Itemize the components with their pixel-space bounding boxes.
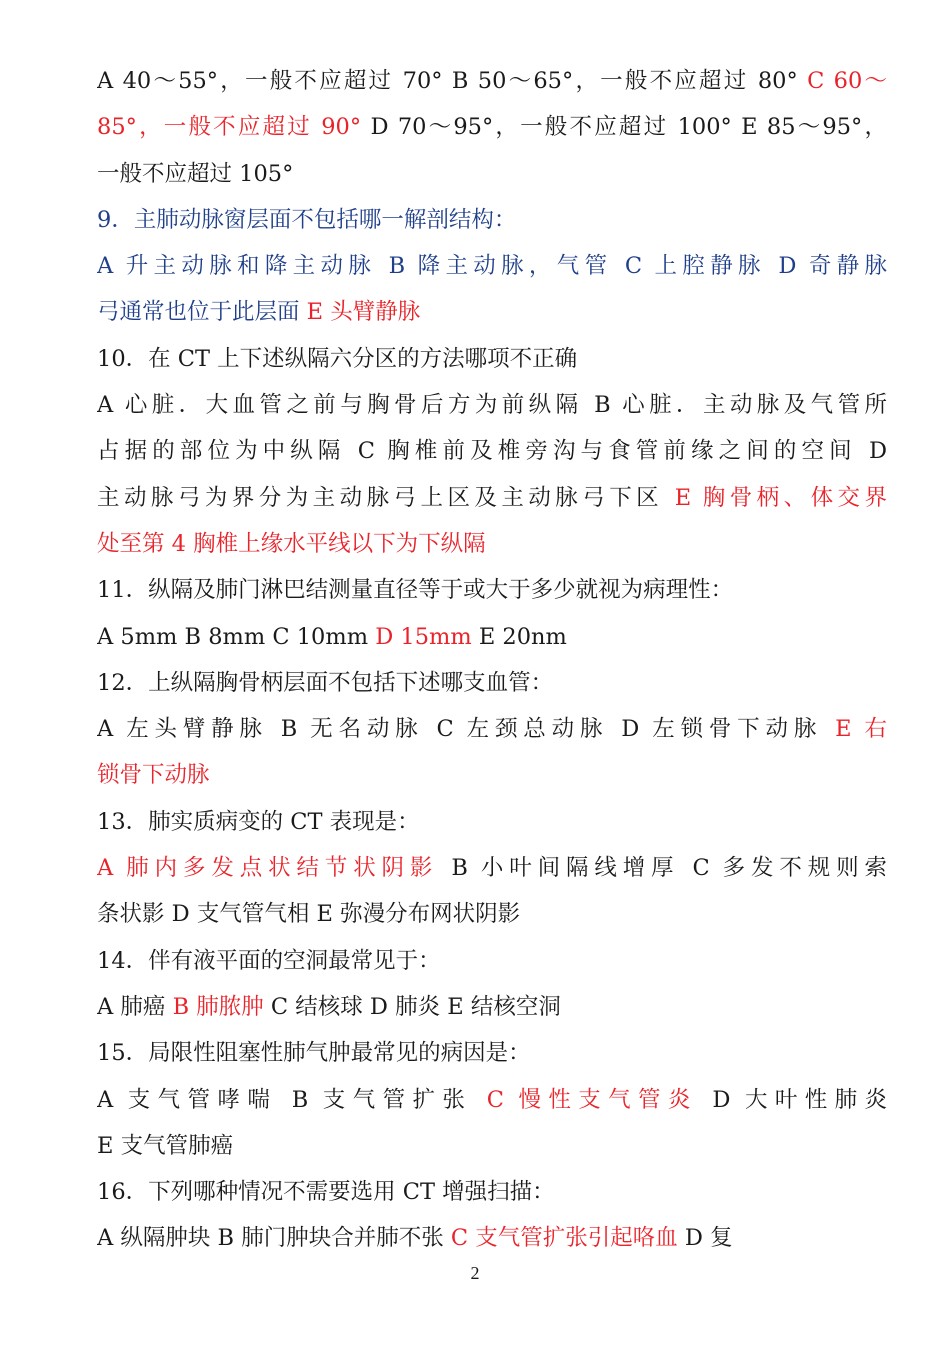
line-text: A 左头臂静脉 B 无名动脉 C 左颈总动脉 D 左锁骨下动脉 — [97, 716, 836, 743]
page-number: 2 — [470, 1263, 480, 1283]
answer-text: D 15mm — [375, 623, 472, 650]
text-line — [97, 1030, 887, 1076]
text-line — [97, 243, 887, 289]
line-text: 主动脉弓为界分为主动脉弓上区及主动脉弓下区 — [97, 484, 675, 511]
text-line — [97, 660, 887, 706]
answer-text: C 60～ — [807, 68, 887, 94]
line-text: A 纵隔肿块 B 肺门肿块合并肺不张 — [97, 1225, 451, 1252]
text-line — [97, 151, 887, 197]
line-text: 一般不应超过 105° — [97, 160, 294, 187]
text-line — [97, 706, 887, 752]
answer-text: A 肺内多发点状结节状阴影 — [97, 855, 439, 882]
question-text-blue: A 升主动脉和降主动脉 B 降主动脉，气管 C 上腔静脉 D 奇静脉 — [97, 253, 887, 280]
text-line — [97, 336, 887, 382]
text-line — [97, 1215, 887, 1261]
question-text-blue: 弓通常也位于此层面 — [97, 299, 307, 326]
line-text: 条状影 D 支气管气相 E 弥漫分布网状阴影 — [97, 901, 521, 928]
answer-text: E 头臂静脉 — [306, 299, 421, 326]
line-text: A 40～55°，一般不应超过 70° B 50～65°，一般不应超过 80° — [97, 68, 808, 94]
line-text: B 小叶间隔线增厚 C 多发不规则索 — [438, 855, 887, 882]
line-text: D 复 — [677, 1225, 733, 1252]
answer-text: E 胸骨柄、体交界 — [674, 484, 887, 511]
line-text: 15．局限性阻塞性肺气肿最常见的病因是： — [97, 1040, 531, 1067]
answer-text: B 肺脓肿 — [172, 993, 264, 1020]
answer-text: E 右 — [835, 716, 887, 743]
answer-text: C 慢性支气管炎 — [486, 1086, 698, 1113]
line-text: D 70～95°，一般不应超过 100° E 85～95°， — [361, 114, 887, 141]
line-text: A 5mm B 8mm C 10mm — [97, 623, 376, 650]
line-text: E 20nm — [471, 623, 567, 650]
line-text: 11．纵隔及肺门淋巴结测量直径等于或大于多少就视为病理性： — [97, 577, 734, 604]
line-text: 14．伴有液平面的空洞最常见于： — [97, 947, 441, 974]
text-line — [97, 891, 887, 937]
line-text: 占据的部位为中纵隔 C 胸椎前及椎旁沟与食管前缘之间的空间 D — [97, 438, 887, 465]
answer-text: 处至第 4 胸椎上缘水平线以下为下纵隔 — [97, 530, 486, 557]
text-line — [97, 1123, 887, 1169]
text-line — [97, 521, 887, 567]
line-text: 10．在 CT 上下述纵隔六分区的方法哪项不正确 — [97, 345, 578, 372]
text-line — [97, 289, 887, 335]
text-line — [97, 752, 887, 798]
text-line — [97, 938, 887, 984]
line-text: A 支气管哮喘 B 支气管扩张 — [97, 1086, 487, 1113]
text-line — [97, 104, 887, 150]
answer-text: 85°，一般不应超过 90° — [97, 114, 362, 141]
line-text: D 大叶性肺炎 — [697, 1086, 887, 1113]
line-text: A 心脏．大血管之前与胸骨后方为前纵隔 B 心脏．主动脉及气管所 — [97, 392, 887, 419]
text-line — [97, 845, 887, 891]
question-text-blue: 9．主肺动脉窗层面不包括哪一解剖结构： — [97, 206, 517, 233]
text-line — [97, 567, 887, 613]
text-line — [97, 1169, 887, 1215]
document-body — [97, 58, 887, 1262]
line-text: 12．上纵隔胸骨柄层面不包括下述哪支血管： — [97, 669, 554, 696]
text-line — [97, 614, 887, 660]
text-line — [97, 58, 887, 104]
text-line — [97, 382, 887, 428]
line-text: 16．下列哪种情况不需要选用 CT 增强扫描： — [97, 1179, 555, 1206]
text-line — [97, 475, 887, 521]
text-line — [97, 984, 887, 1030]
text-line — [97, 1077, 887, 1123]
line-text: 13．肺实质病变的 CT 表现是： — [97, 808, 420, 835]
text-line — [97, 428, 887, 474]
text-line — [97, 799, 887, 845]
line-text: C 结核球 D 肺炎 E 结核空洞 — [263, 993, 561, 1020]
line-text: A 肺癌 — [97, 993, 173, 1020]
answer-text: C 支气管扩张引起咯血 — [450, 1225, 678, 1252]
text-line — [97, 197, 887, 243]
answer-text: 锁骨下动脉 — [97, 762, 210, 789]
line-text: E 支气管肺癌 — [97, 1132, 234, 1159]
